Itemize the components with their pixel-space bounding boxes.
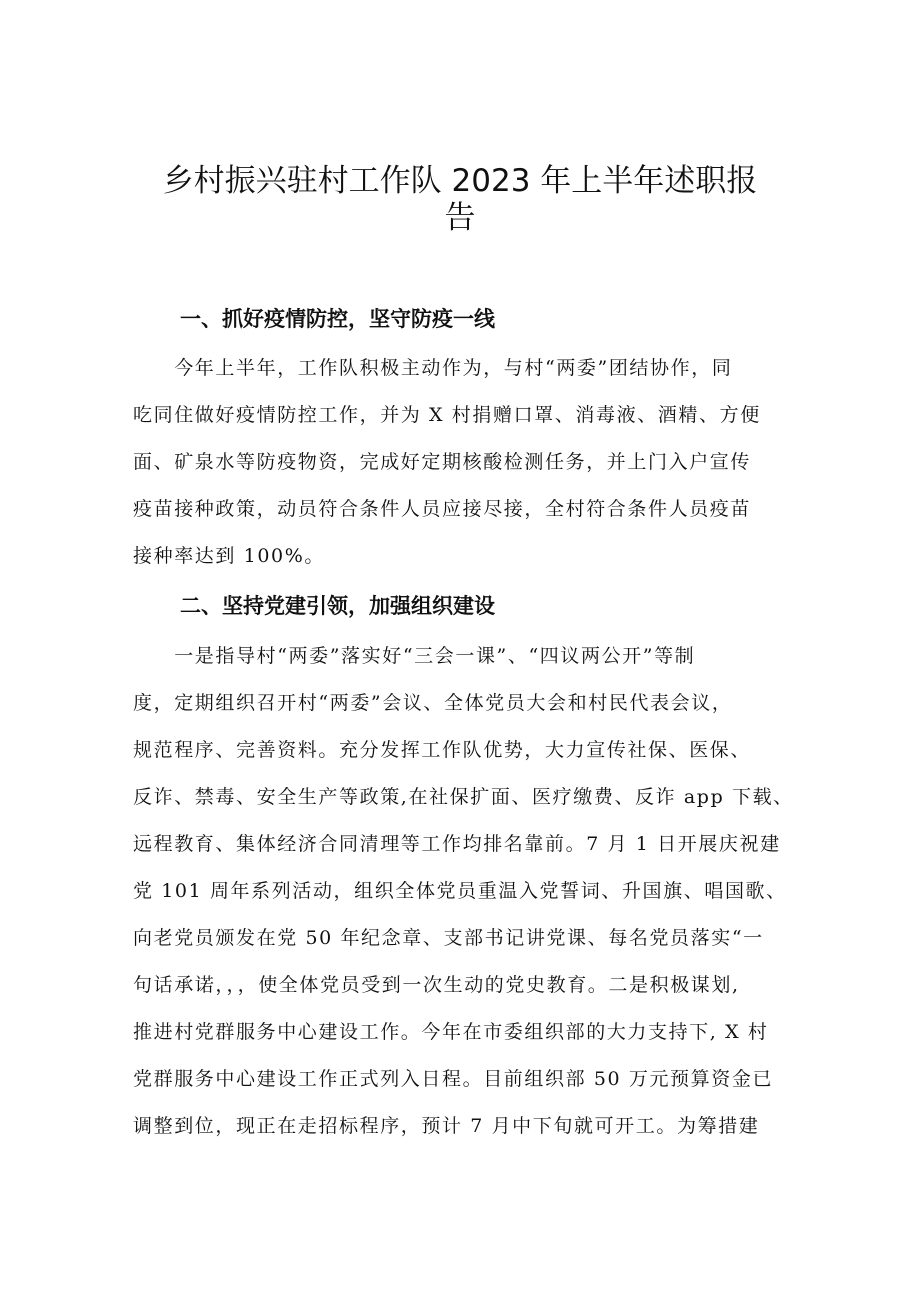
paragraph-line: 规范程序、完善资料。充分发挥工作队优势，大力宣传社保、医保、 xyxy=(133,739,752,761)
title-line: 乡村振兴驻村工作队 2023 年上半年述职报 xyxy=(162,163,758,199)
section-heading-epidemic: 一、抓好疫情防控，坚守防疫一线 xyxy=(180,307,495,331)
paragraph-line: 吃同住做好疫情防控工作，并为 X 村捐赠口罩、消毒液、酒精、方便 xyxy=(133,404,761,426)
paragraph-line: 党 101 周年系列活动，组织全体党员重温入党誓词、升国旗、唱国歌、 xyxy=(133,880,787,902)
section-heading-party-building: 二、坚持党建引领，加强组织建设 xyxy=(180,594,495,618)
document-title xyxy=(140,163,780,237)
paragraph-line: 一是指导村“两委”落实好“三会一课”、“四议两公开”等制 xyxy=(133,645,696,667)
paragraph-line: 今年上半年，工作队积极主动作为，与村“两委”团结协作，同 xyxy=(133,357,733,379)
paragraph-line: 反诈、禁毒、安全生产等政策,在社保扩面、医疗缴费、反诈 app 下载、 xyxy=(133,786,794,808)
section-paragraph-epidemic xyxy=(133,345,793,580)
paragraph-line: 句话承诺，，，使全体党员受到一次生动的党史教育。二是积极谋划, xyxy=(133,974,740,996)
paragraph-line: 接种率达到 100%。 xyxy=(133,545,325,567)
paragraph-line: 推进村党群服务中心建设工作。今年在市委组织部的大力支持下, X 村 xyxy=(133,1021,769,1043)
paragraph-line: 疫苗接种政策，动员符合条件人员应接尽接，全村符合条件人员疫苗 xyxy=(133,498,752,520)
paragraph-line: 党群服务中心建设工作正式列入日程。目前组织部 50 万元预算资金已 xyxy=(133,1068,774,1090)
paragraph-line: 调整到位，现正在走招标程序，预计 7 月中下旬就可开工。为筹措建 xyxy=(133,1115,760,1137)
paragraph-line: 度，定期组织召开村“两委”会议、全体党员大会和村民代表会议， xyxy=(133,692,733,714)
section-paragraph-party-building xyxy=(133,633,793,1150)
paragraph-line: 远程教育、集体经济合同清理等工作均排名靠前。7 月 1 日开展庆祝建 xyxy=(133,833,781,855)
paragraph-line: 面、矿泉水等防疫物资，完成好定期核酸检测任务，并上门入户宣传 xyxy=(133,451,752,473)
title-line: 告 xyxy=(444,200,476,236)
paragraph-line: 向老党员颁发在党 50 年纪念章、支部书记讲党课、每名党员落实“一 xyxy=(133,927,764,949)
